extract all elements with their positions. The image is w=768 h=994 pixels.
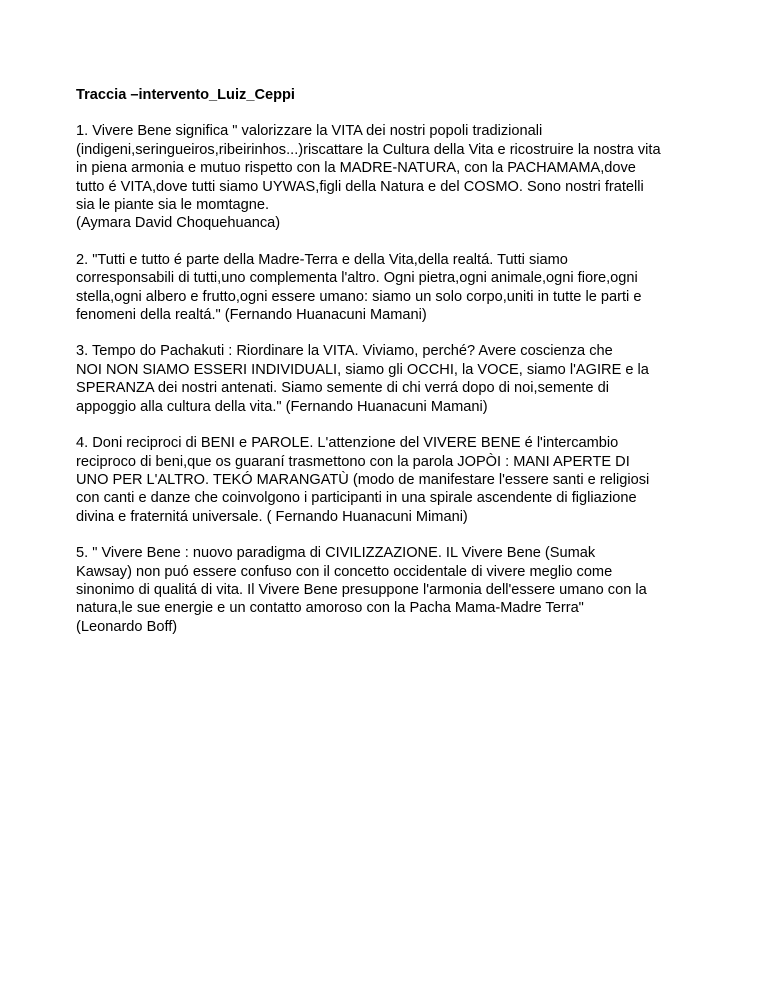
paragraph-line: appoggio alla cultura della vita." (Fernando Huanacuni Mamani): [76, 398, 488, 415]
paragraph-1: [76, 122, 696, 232]
paragraph-line: 3. Tempo do Pachakuti : Riordinare la VITA. Viviamo, perché? Avere coscienza che: [76, 343, 613, 360]
paragraph-line: corresponsabili di tutti,uno complementa l'altro. Ogni pietra,ogni animale,ogni fiore,ogni: [76, 270, 638, 287]
paragraph-line: divina e fraternitá universale. ( Fernando Huanacuni Mimani): [76, 508, 468, 525]
paragraph-line: stella,ogni albero e frutto,ogni essere umano: siamo un solo corpo,uniti in tutte le parti e: [76, 288, 642, 305]
paragraph-4: [76, 434, 696, 526]
paragraph-line: Kawsay) non puó essere confuso con il concetto occidentale di vivere meglio come: [76, 563, 613, 580]
paragraph-line: 2. "Tutti e tutto é parte della Madre-Terra e della Vita,della realtá. Tutti siamo: [76, 251, 568, 268]
paragraph-attribution: (Leonardo Boff): [76, 618, 178, 635]
paragraph-line: UNO PER L'ALTRO. TEKÓ MARANGATÙ (modo de manifestare l'essere santi e religiosi: [76, 471, 650, 488]
paragraph-line: 5. " Vivere Bene : nuovo paradigma di CIVILIZZAZIONE. IL Vivere Bene (Sumak: [76, 545, 596, 562]
paragraph-5: [76, 544, 696, 636]
paragraph-line: reciproco di beni,que os guaraní trasmettono con la parola JOPÒI : MANI APERTE DI: [76, 453, 630, 470]
paragraph-line: NOI NON SIAMO ESSERI INDIVIDUALI, siamo gli OCCHI, la VOCE, siamo l'AGIRE e la: [76, 361, 649, 378]
document-title: Traccia –intervento_Luiz_Ceppi: [76, 87, 295, 103]
paragraph-line: (indigeni,seringueiros,ribeirinhos...)riscattare la Cultura della Vita e ricostruire la nostra vita: [76, 141, 661, 158]
paragraph-2: [76, 251, 696, 325]
document-body: [76, 86, 696, 654]
paragraph-line: tutto é VITA,dove tutti siamo UYWAS,figli della Natura e del COSMO. Sono nostri fratelli: [76, 178, 644, 195]
paragraph-line: SPERANZA dei nostri antenati. Siamo semente di chi verrá dopo di noi,semente di: [76, 380, 609, 397]
paragraph-line: natura,le sue energie e un contatto amoroso con la Pacha Mama-Madre Terra": [76, 600, 584, 617]
paragraph-line: 4. Doni reciproci di BENI e PAROLE. L'attenzione del VIVERE BENE é l'intercambio: [76, 435, 619, 452]
paragraph-3: [76, 342, 696, 416]
paragraph-line: 1. Vivere Bene significa " valorizzare la VITA dei nostri popoli tradizionali: [76, 123, 543, 140]
paragraph-line: in piena armonia e mutuo rispetto con la MADRE-NATURA, con la PACHAMAMA,dove: [76, 160, 636, 177]
paragraph-line: fenomeni della realtá." (Fernando Huanacuni Mamani): [76, 307, 427, 324]
paragraph-attribution: (Aymara David Choquehuanca): [76, 215, 281, 232]
paragraph-line: con canti e danze che coinvolgono i participanti in una spirale ascendente di figliazione: [76, 490, 637, 507]
paragraph-line: sia le piante sia le momtagne.: [76, 197, 270, 214]
paragraph-line: sinonimo di qualitá di vita. Il Vivere Bene presuppone l'armonia dell'essere umano con la: [76, 581, 647, 598]
